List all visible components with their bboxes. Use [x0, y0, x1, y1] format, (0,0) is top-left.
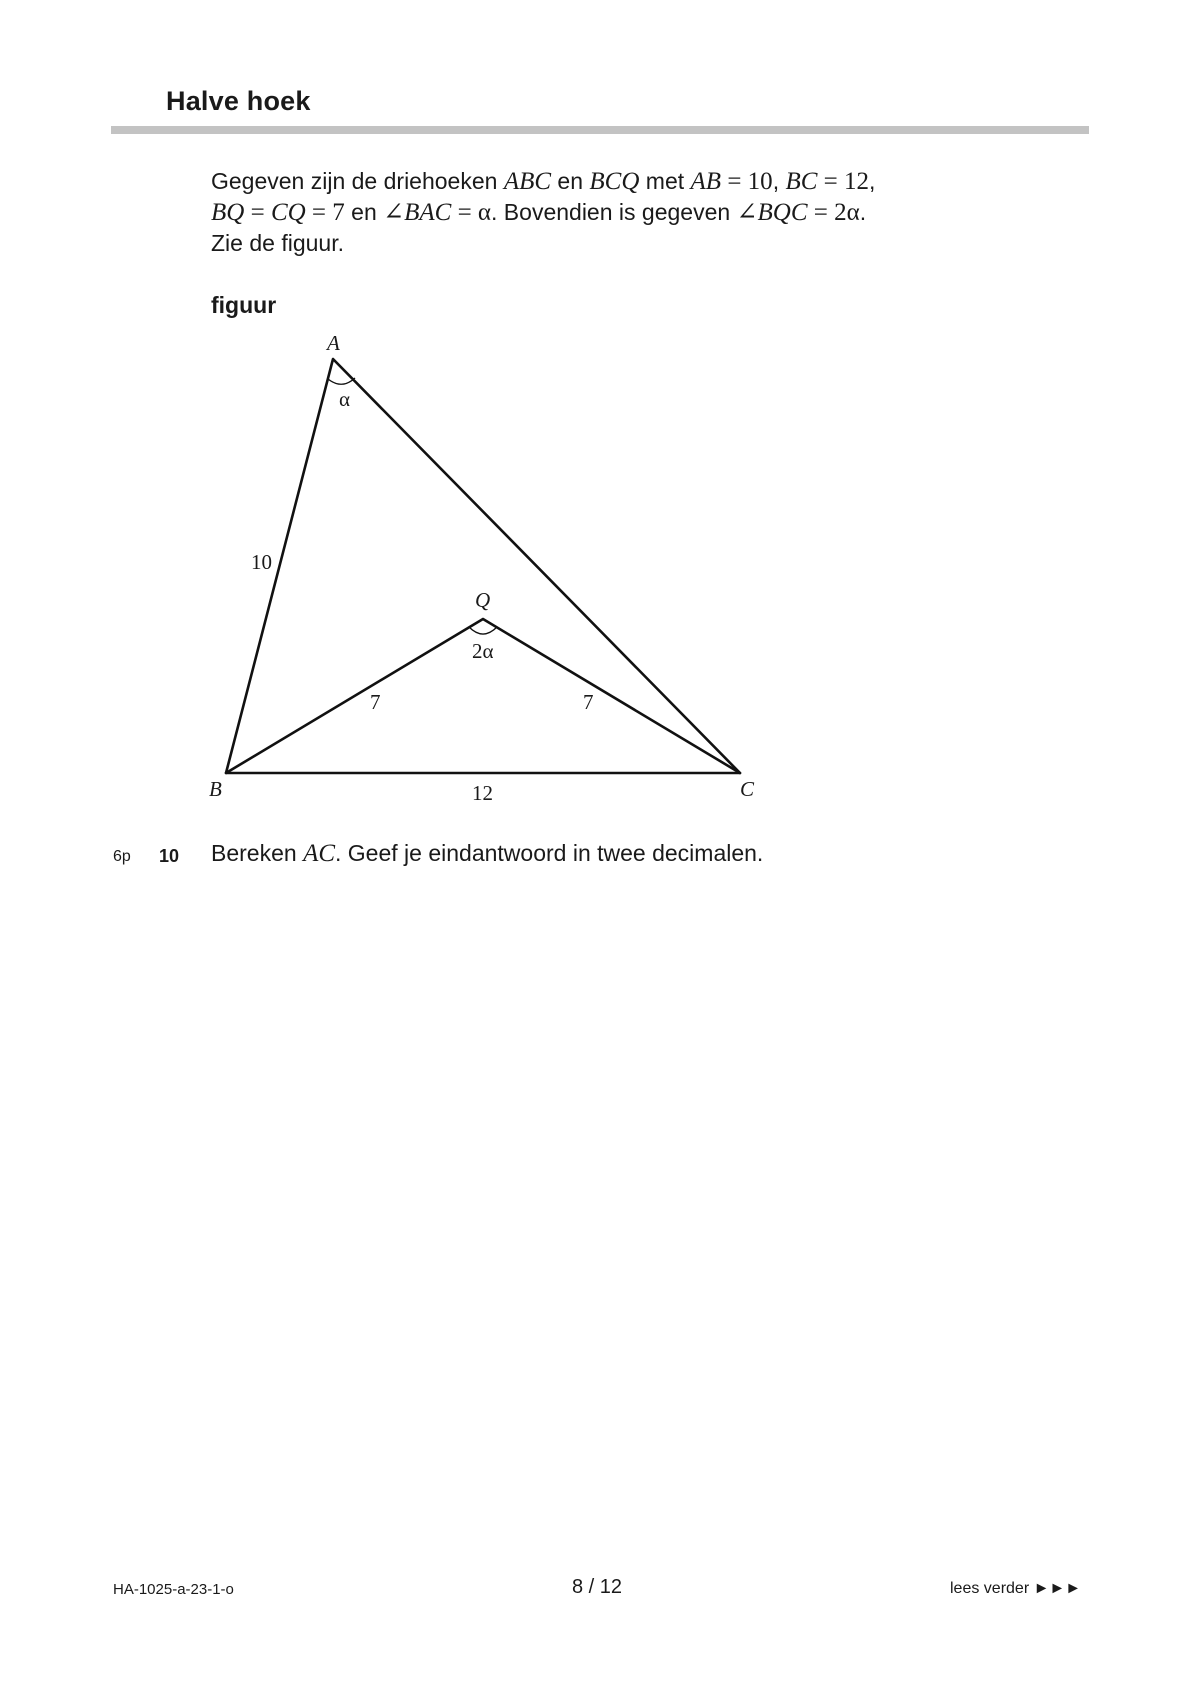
- text: .: [859, 199, 867, 225]
- question-text: [211, 840, 763, 868]
- text: . Bovendien is gegeven: [491, 199, 737, 225]
- math-abc: ABC: [503, 168, 552, 195]
- text: ,: [869, 168, 876, 194]
- text: . Geef je eindantwoord in twee decimalen.: [335, 840, 764, 866]
- text: met: [639, 168, 691, 194]
- angle-arc-q: [469, 627, 497, 634]
- statement-line-3: Zie de figuur.: [211, 230, 344, 256]
- length-cq-label: 7: [583, 690, 594, 714]
- triangle-abc: [226, 359, 740, 773]
- figure-label: figuur: [211, 292, 277, 318]
- math-bcq: BCQ: [589, 168, 640, 195]
- math-alpha: = α: [451, 199, 492, 226]
- math-bq: BQ: [211, 199, 245, 226]
- math-angle-bac: ∠BAC: [383, 199, 452, 226]
- point-c-label: C: [740, 777, 755, 801]
- question-number: 10: [159, 846, 180, 866]
- question-10: [0, 840, 1191, 874]
- point-q-label: Q: [475, 588, 491, 612]
- continue-indicator: lees verder ►►►: [950, 1580, 1082, 1597]
- math-bq-cq-value: = 7: [305, 199, 345, 226]
- page-number: 8 / 12: [572, 1576, 623, 1598]
- text: Bereken: [211, 840, 304, 866]
- question-points: 6p: [113, 848, 131, 865]
- page-title: Halve hoek: [166, 86, 311, 116]
- math-bc: BC: [785, 168, 818, 195]
- length-bc-label: 12: [472, 781, 493, 805]
- text: ,: [772, 168, 786, 194]
- length-bq-label: 7: [370, 690, 381, 714]
- point-a-label: A: [327, 331, 340, 355]
- math-ab: AB: [690, 168, 722, 195]
- math-eq: =: [244, 199, 271, 226]
- text: en: [551, 168, 590, 194]
- exam-code: HA-1025-a-23-1-o: [113, 1581, 234, 1598]
- point-b-label: B: [209, 777, 222, 801]
- math-ab-value: = 10: [721, 168, 773, 195]
- text: Gegeven zijn de driehoeken: [211, 168, 504, 194]
- math-ac: AC: [303, 840, 336, 867]
- math-angle-bqc: ∠BQC: [736, 199, 808, 226]
- length-ab-label: 10: [251, 550, 272, 574]
- math-bc-value: = 12: [817, 168, 870, 195]
- math-cq: CQ: [270, 199, 306, 226]
- angle-q-label: 2α: [472, 639, 494, 663]
- math-two-alpha: = 2α: [807, 199, 860, 226]
- angle-a-label: α: [339, 387, 351, 411]
- text: en: [344, 199, 384, 225]
